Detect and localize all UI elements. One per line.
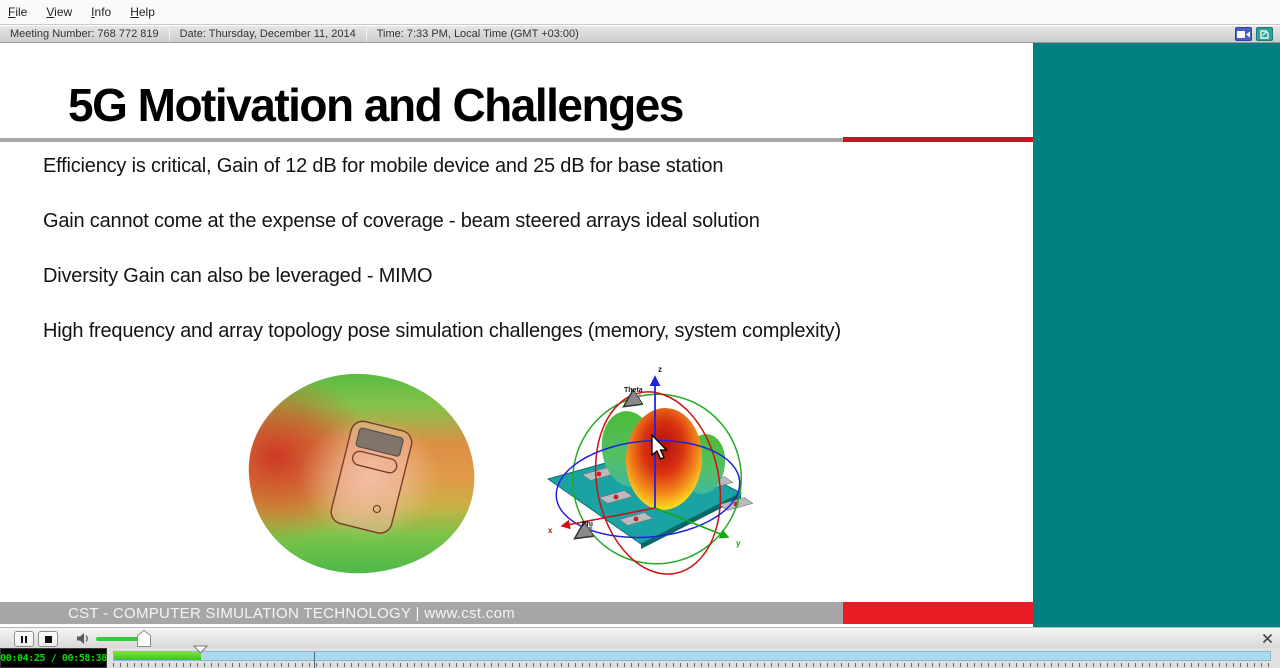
- title-underline-gray: [0, 138, 843, 142]
- x-axis-label: x: [548, 526, 553, 535]
- video-camera-icon[interactable]: [1235, 27, 1252, 41]
- side-panel: [1033, 43, 1280, 627]
- volume-slider-track[interactable]: [96, 637, 142, 641]
- phi-label: Phi: [582, 521, 593, 528]
- mouse-cursor: [650, 434, 670, 460]
- meeting-date: Date: Thursday, December 11, 2014: [179, 28, 356, 40]
- timeline-bar: [0, 648, 1280, 668]
- info-bar-icons: [1235, 27, 1280, 41]
- seek-bar-progress: [114, 652, 201, 660]
- menu-help[interactable]: Help: [130, 5, 155, 19]
- stop-icon: [45, 636, 52, 643]
- bullet-coverage: Gain cannot come at the expense of coverage - beam steered arrays ideal solution: [43, 210, 760, 232]
- meeting-number: Meeting Number: 768 772 819: [10, 28, 159, 40]
- seek-bar[interactable]: [113, 651, 1271, 661]
- bullet-simulation: High frequency and array topology pose simulation challenges (memory, system complexity): [43, 320, 841, 342]
- playhead-marker[interactable]: [193, 645, 208, 654]
- array-radiation-pattern-figure: [544, 361, 768, 583]
- cst-footer-bar: [0, 602, 843, 624]
- phone-radiation-pattern-figure: [243, 370, 478, 577]
- meeting-time: Time: 7:33 PM, Local Time (GMT +03:00): [376, 28, 579, 40]
- theta-label: Theta: [624, 387, 643, 394]
- slide-title: 5G Motivation and Challenges: [68, 79, 683, 131]
- menu-view[interactable]: View: [46, 5, 73, 19]
- bullet-mimo: Diversity Gain can also be leveraged - MIMO: [43, 265, 433, 287]
- slide-area: [0, 43, 1033, 627]
- playback-control-bar: [0, 627, 1280, 648]
- stop-button[interactable]: [38, 631, 58, 647]
- slide-body: [43, 152, 893, 372]
- cst-footer-text: CST - COMPUTER SIMULATION TECHNOLOGY | www.cst.com: [68, 604, 516, 622]
- y-axis-label: y: [736, 539, 741, 548]
- speaker-icon[interactable]: [76, 632, 90, 645]
- volume-slider-handle[interactable]: [137, 630, 151, 647]
- menu-info[interactable]: Info: [91, 5, 112, 19]
- menu-file[interactable]: File: [8, 5, 28, 19]
- pause-button[interactable]: [14, 631, 34, 647]
- pause-icon: [25, 636, 27, 643]
- time-display: [0, 648, 107, 668]
- z-axis-label: z: [658, 365, 662, 374]
- timeline-ticks: [113, 663, 1271, 667]
- meeting-info-bar: [0, 26, 1280, 43]
- time-display-text: 00:04:25 / 00:58:38: [0, 652, 107, 664]
- notes-icon[interactable]: [1256, 27, 1273, 41]
- title-underline-red: [843, 137, 1033, 142]
- menu-bar: [0, 0, 1280, 25]
- bullet-efficiency: Efficiency is critical, Gain of 12 dB for mobile device and 25 dB for base station: [43, 155, 724, 177]
- footer-red-block: [843, 602, 1033, 624]
- pause-icon: [21, 636, 23, 643]
- close-icon[interactable]: [1261, 632, 1274, 645]
